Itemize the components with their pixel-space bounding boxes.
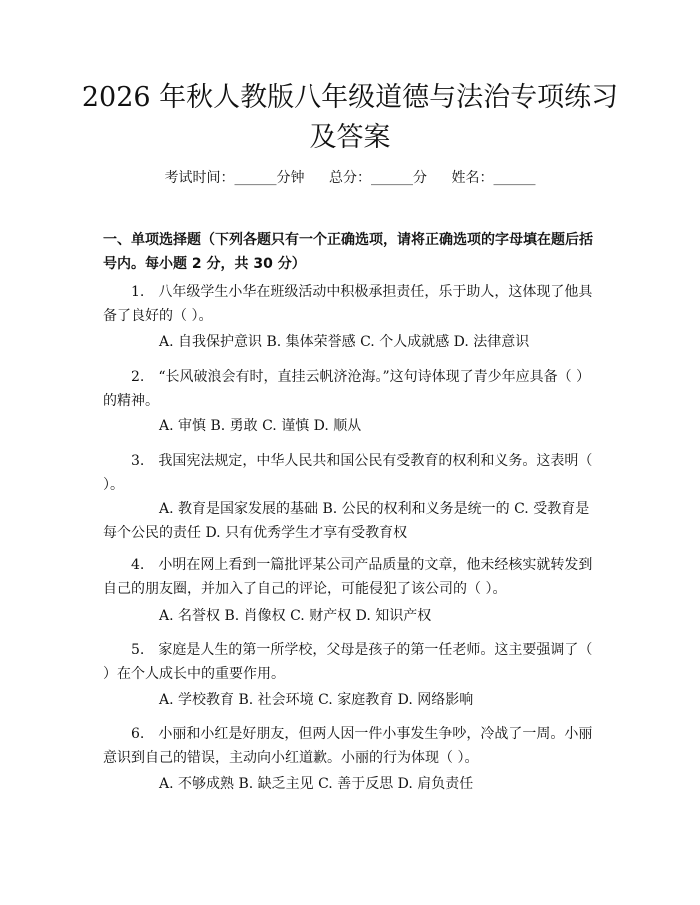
question-6-stem: 6. 小丽和小红是好朋友，但两人因一件小事发生争吵，冷战了一周。小丽意识到自己的错误，主动向小红道歉。小丽的行为体现（ ）。 [103, 726, 593, 766]
question-6-options: A. 不够成熟 B. 缺乏主见 C. 善于反思 D. 肩负责任 [159, 776, 474, 792]
question-3-options: A. 教育是国家发展的基础 B. 公民的权利和义务是统一的 C. 受教育是每个公民的责任 D. 只有优秀学生才享有受教育权 [103, 501, 590, 541]
question-5-options: A. 学校教育 B. 社会环境 C. 家庭教育 D. 网络影响 [159, 692, 474, 708]
question-5-stem: 5. 家庭是人生的第一所学校，父母是孩子的第一任老师。这主要强调了（ ）在个人成长中的重要作用。 [103, 642, 593, 682]
question-2-stem: 2. “长风破浪会有时，直挂云帆济沧海。”这句诗体现了青少年应具备（ ）的精神。 [103, 369, 591, 409]
student-name-label: 姓名：______ [451, 170, 536, 186]
question-2-options: A. 审慎 B. 勇敢 C. 谨慎 D. 顺从 [159, 418, 362, 434]
question-4-options: A. 名誉权 B. 肖像权 C. 财产权 D. 知识产权 [159, 608, 432, 624]
document-title [60, 78, 640, 158]
question-1-stem: 1. 八年级学生小华在班级活动中积极承担责任，乐于助人，这体现了他具备了良好的（ ）。 [103, 284, 593, 324]
question-1-options: A. 自我保护意识 B. 集体荣誉感 C. 个人成就感 D. 法律意识 [159, 334, 530, 350]
section-heading: 一、单项选择题（下列各题只有一个正确选项，请将正确选项的字母填在题后括号内。每小题 2 分，共 30 分） [103, 232, 593, 272]
title-line-1: 2026 年秋人教版八年级道德与法治专项练习 [81, 82, 619, 113]
question-3-stem: 3. 我国宪法规定，中华人民共和国公民有受教育的权利和义务。这表明（ ）。 [103, 453, 593, 493]
question-4-stem: 4. 小明在网上看到一篇批评某公司产品质量的文章，他未经核实就转发到自己的朋友圈，并加入了自己的评论，可能侵犯了该公司的（ ）。 [103, 557, 593, 597]
exam-time-label: 考试时间：______分钟 [164, 170, 305, 186]
title-line-2: 及答案 [309, 122, 391, 153]
total-score-label: 总分：______分 [329, 170, 427, 186]
exam-meta [0, 168, 700, 188]
